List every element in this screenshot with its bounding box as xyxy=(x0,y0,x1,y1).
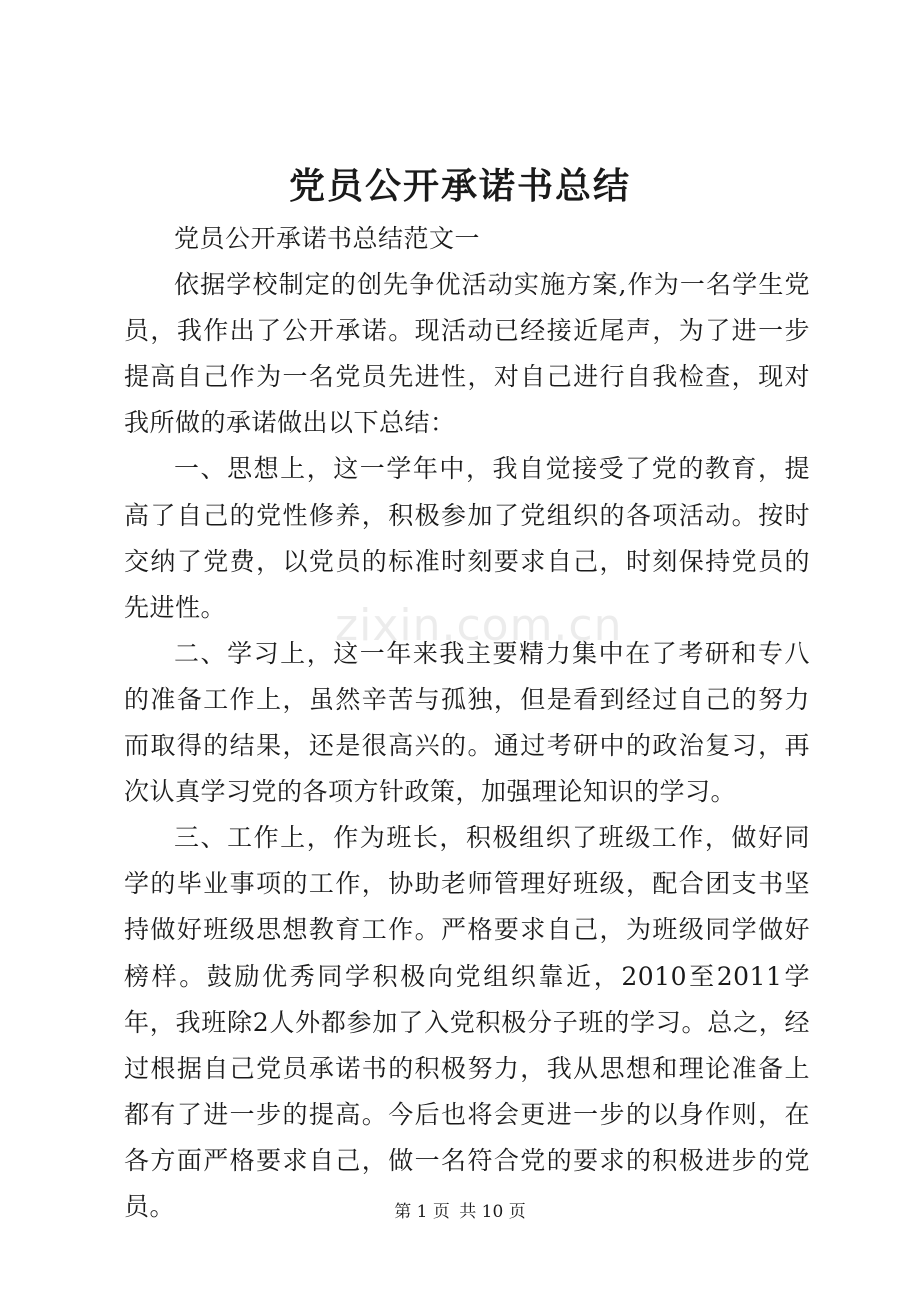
document-body xyxy=(124,216,810,1230)
page-total: 共 10 页 xyxy=(459,1202,526,1222)
paragraph-heading: 党员公开承诺书总结范文一 xyxy=(174,224,481,253)
watermark: zixin.com.cn xyxy=(335,600,623,651)
page-number: 第 1 页 xyxy=(394,1202,450,1222)
document-title: 党员公开承诺书总结 xyxy=(288,165,631,207)
paragraph-study: 二、学习上，这一年来我主要精力集中在了考研和专八的准备工作上，虽然辛苦与孤独，但是看到经过自己的努力而取得的结果，还是很高兴的。通过考研中的政治复习，再次认真学习党的各项方针政策，加强理论知识的学习。 xyxy=(124,638,810,807)
paragraph-intro: 依据学校制定的创先争优活动实施方案,作为一名学生党员，我作出了公开承诺。现活动已经接近尾声，为了进一步提高自己作为一名党员先进性，对自己进行自我检查，现对我所做的承诺做出以下总结： xyxy=(124,270,810,438)
page-footer xyxy=(0,1198,920,1226)
paragraph-thought: 一、思想上，这一学年中，我自觉接受了党的教育，提高了自己的党性修养，积极参加了党组织的各项活动。按时交纳了党费，以党员的标准时刻要求自己，时刻保持党员的先进性。 xyxy=(124,454,810,622)
paragraph-work: 三、工作上，作为班长，积极组织了班级工作，做好同学的毕业事项的工作，协助老师管理好班级，配合团支书坚持做好班级思想教育工作。严格要求自己，为班级同学做好榜样。鼓励优秀同学积极向党组织靠近，2010至2011学年，我班除2人外都参加了入党积极分子班的学习。总之，经过根据自己党员承诺书的积极努力，我从思想和理论准备上都有了进一步的提高。今后也将会更进一步的以身作则，在各方面严格要求自己，做一名符合党的要求的积极进步的党员。 xyxy=(124,823,810,1221)
